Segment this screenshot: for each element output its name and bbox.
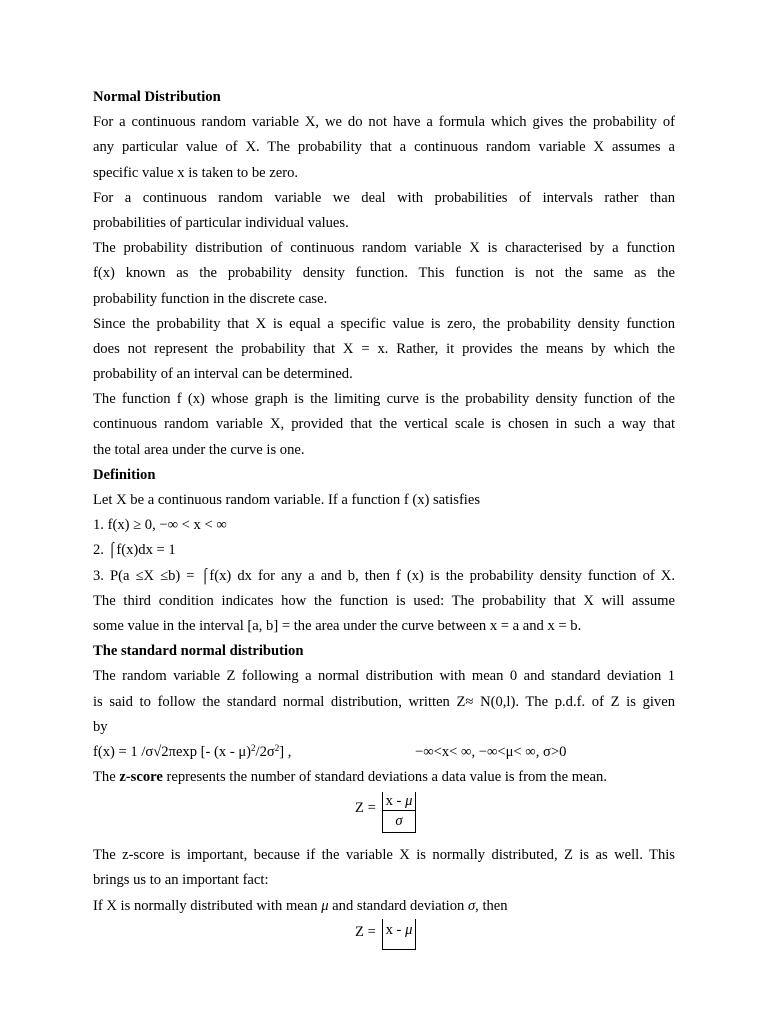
numerator-mu: μ	[405, 921, 413, 938]
fact-text: , then	[475, 897, 508, 914]
paragraph-line: The z-score is important, because if the variable X is normally distributed, Z is as well. This	[93, 847, 675, 864]
paragraph-line: does not represent the probability that X = x. Rather, it provides the means by which the	[93, 340, 675, 357]
pdf-formula-domain: −∞<x< ∞, −∞<μ< ∞, σ>0	[415, 743, 567, 760]
paragraph-line: by	[93, 718, 108, 735]
z-equation-label: Z =	[355, 800, 376, 817]
definition-line: The third condition indicates how the function is used: The probability that X will assume	[93, 592, 675, 609]
paragraph-line: For a continuous random variable we deal with probabilities of intervals rather than	[93, 189, 675, 206]
pdf-formula-exponent: 2	[274, 742, 280, 753]
definition-line: Let X be a continuous random variable. If a function f (x) satisfies	[93, 492, 481, 508]
zscore-term: z-score	[119, 769, 163, 786]
z-fraction-2-numerator	[383, 921, 415, 939]
sigma-symbol: σ	[467, 897, 476, 914]
paragraph-line: brings us to an important fact:	[93, 872, 269, 889]
paragraph-line: Since the probability that X is equal a specific value is zero, the probability density function	[93, 315, 675, 332]
zscore-sentence	[93, 767, 675, 792]
paragraph-line: specific value x is taken to be zero.	[93, 164, 299, 181]
paragraph-line: The random variable Z following a normal distribution with mean 0 and standard deviation 1	[93, 668, 675, 685]
paragraph-line: the total area under the curve is one.	[93, 441, 305, 458]
paragraph-line: The function f (x) whose graph is the limiting curve is the probability density function of the	[93, 391, 675, 408]
paragraph-line: continuous random variable X, provided that the vertical scale is chosen in such a way that	[93, 416, 675, 433]
paragraph-line: For a continuous random variable X, we do not have a formula which gives the probability of	[93, 114, 675, 131]
condition-1: 1. f(x) ≥ 0, −∞ < x < ∞	[93, 517, 227, 534]
zscore-text: The	[93, 769, 120, 786]
z-fraction-2	[382, 919, 416, 950]
condition-3: 3. P(a ≤X ≤b) = ⌠f(x) dx for any a and b, then f (x) is the probability density function of X.	[93, 567, 675, 584]
condition-2: 2. ⌠f(x)dx = 1	[93, 542, 176, 559]
definition-line: some value in the interval [a, b] = the area under the curve between x = a and x = b.	[93, 617, 582, 634]
paragraph-line: f(x) known as the probability density function. This function is not the same as the	[93, 265, 675, 282]
pdf-formula-prefix: f(x) = 1 /σ√2πexp [- (x - μ)	[93, 743, 252, 760]
z-equation-2-label: Z =	[355, 923, 376, 940]
z-fraction-denominator: σ	[395, 813, 403, 830]
paragraph-line: probability of an interval can be determined.	[93, 366, 353, 383]
mu-symbol: μ	[321, 897, 329, 914]
pdf-formula-suffix: ] ,	[279, 743, 292, 760]
numerator-x: x -	[385, 921, 406, 938]
z-equation-2	[93, 921, 675, 961]
numerator-mu: μ	[405, 793, 413, 810]
zscore-text: represents the number of standard deviations a data value is from the mean.	[162, 769, 607, 786]
pdf-formula	[93, 742, 675, 767]
z-equation	[93, 792, 675, 845]
paragraph-line: any particular value of X. The probability that a continuous random variable X assumes a	[93, 139, 675, 156]
fact-text: and standard deviation	[328, 897, 468, 914]
document-body	[93, 87, 675, 961]
numerator-x: x -	[385, 793, 406, 810]
fact-line	[93, 896, 675, 921]
paragraph-line: is said to follow the standard normal distribution, written Z≈ N(0,l). The p.d.f. of Z is given	[93, 693, 675, 710]
paragraph-line: The probability distribution of continuous random variable X is characterised by a function	[93, 240, 675, 257]
paragraph-line: probabilities of particular individual values.	[93, 214, 349, 231]
heading-normal-distribution: Normal Distribution	[93, 89, 221, 105]
pdf-formula-exponent: 2	[251, 742, 256, 753]
z-fraction	[382, 792, 416, 833]
fact-text: If X is normally distributed with mean	[93, 897, 322, 914]
heading-standard-normal: The standard normal distribution	[93, 643, 304, 660]
heading-definition: Definition	[93, 466, 156, 483]
paragraph-line: probability function in the discrete case.	[93, 290, 328, 307]
z-fraction-numerator	[383, 792, 415, 811]
pdf-formula-middle: /2σ	[255, 743, 275, 760]
